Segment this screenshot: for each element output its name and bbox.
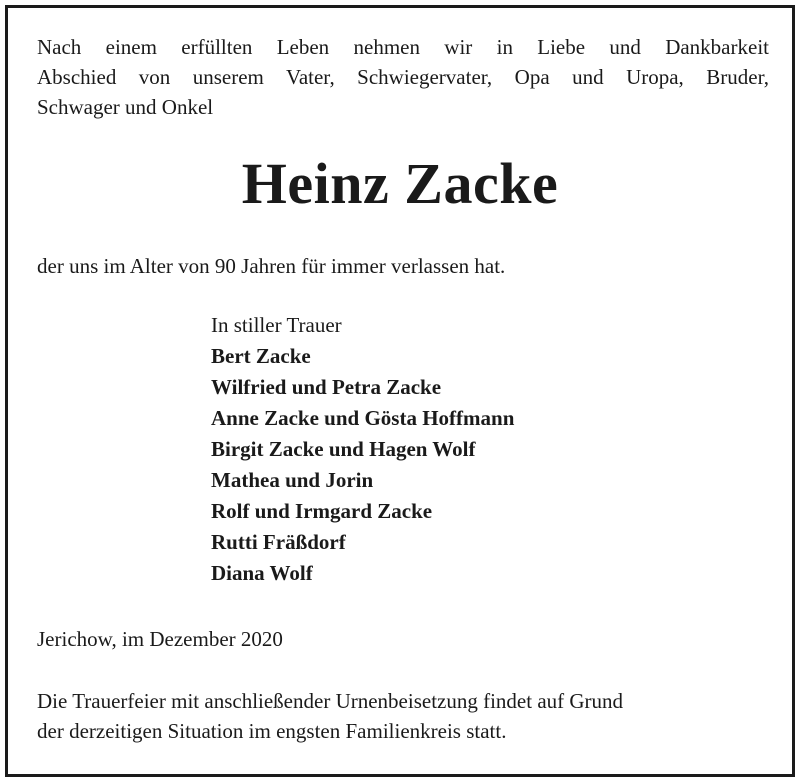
notice-line: der derzeitigen Situation im engsten Familienkreis statt. <box>37 719 507 743</box>
intro-text <box>37 32 769 122</box>
notice-line: Die Trauerfeier mit anschließender Urnenbeisetzung findet auf Grund <box>37 689 624 713</box>
mourner-name: Diana Wolf <box>211 561 313 585</box>
mourners-lead: In stiller Trauer <box>211 313 342 337</box>
intro-line: Abschied von unserem Vater, Schwiegervater, Opa und Uropa, Bruder, <box>37 65 769 89</box>
obituary-notice <box>5 5 795 777</box>
funeral-notice <box>37 686 623 746</box>
mourners-block <box>211 310 514 589</box>
intro-line: Nach einem erfüllten Leben nehmen wir in Liebe und Dankbarkeit <box>37 35 769 59</box>
mourner-name: Bert Zacke <box>211 344 311 368</box>
place-date: Jerichow, im Dezember 2020 <box>37 627 283 651</box>
mourner-name: Birgit Zacke und Hagen Wolf <box>211 437 476 461</box>
age-statement: der uns im Alter von 90 Jahren für immer verlassen hat. <box>37 254 506 278</box>
mourner-name: Wilfried und Petra Zacke <box>211 375 442 399</box>
deceased-name: Heinz Zacke <box>241 151 559 216</box>
mourner-name: Mathea und Jorin <box>211 468 374 492</box>
mourners-list <box>211 341 514 589</box>
intro-line: Schwager und Onkel <box>37 95 214 119</box>
mourner-name: Anne Zacke und Gösta Hoffmann <box>211 406 515 430</box>
mourner-name: Rolf und Irmgard Zacke <box>211 499 433 523</box>
mourner-name: Rutti Fräßdorf <box>211 530 346 554</box>
